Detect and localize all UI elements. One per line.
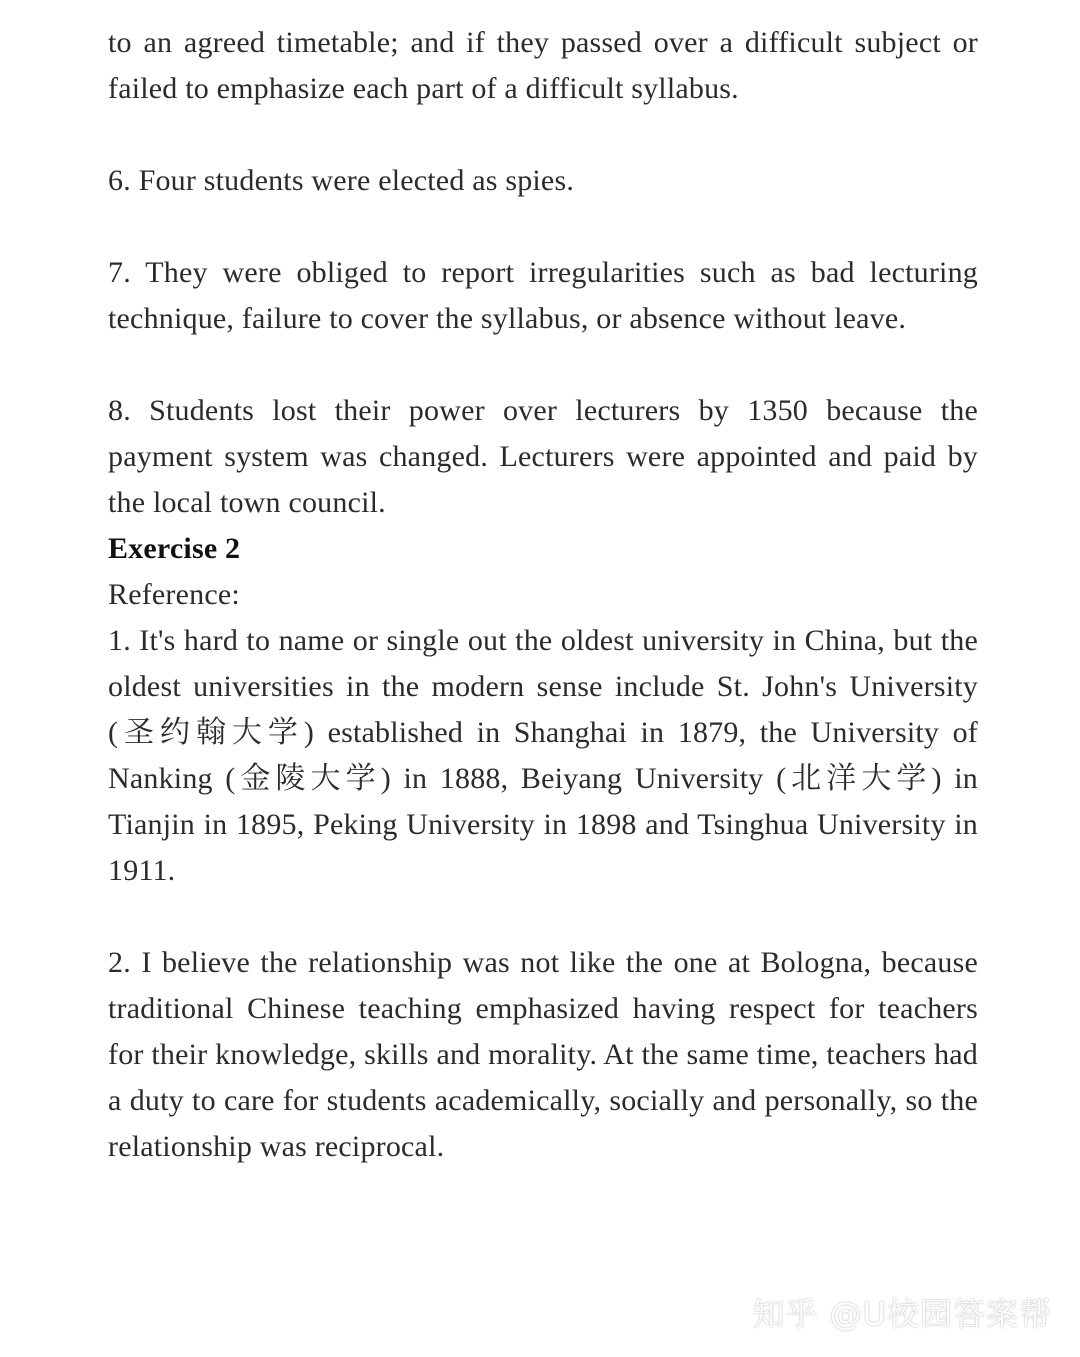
paragraph-7: 7. They were obliged to report irregularities such as bad lecturing technique, failure to cover the syllabus, or absence without leave.	[108, 256, 978, 335]
answer-2: 2. I believe the relationship was not like the one at Bologna, because traditional Chinese teaching emphasized having respect for teachers for their knowledge, skills and morality. At the same time, teachers had a duty to care for students academically, socially and personally, so the relationship was reciprocal.	[108, 946, 978, 1163]
reference-label: Reference:	[108, 578, 240, 611]
answer-1: 1. It's hard to name or single out the oldest university in China, but the oldest universities in the modern sense include St. John's University (圣约翰大学) established in Shanghai in 1879, the University of Nanking (金陵大学) in 1888, Beiyang University (北洋大学) in Tianjin in 1895, Peking University in 1898 and Tsinghua University in 1911.	[108, 624, 978, 887]
paragraph-6: 6. Four students were elected as spies.	[108, 164, 575, 197]
exercise-2-heading: Exercise 2	[108, 532, 241, 565]
paragraph-5-continuation: to an agreed timetable; and if they passed over a difficult subject or failed to emphasize each part of a difficult syllabus.	[108, 26, 978, 105]
zhihu-watermark: 知乎 @U校园答案帮	[752, 1295, 1052, 1333]
text-column	[108, 20, 978, 1170]
paragraph-8: 8. Students lost their power over lecturers by 1350 because the payment system was changed. Lecturers were appointed and paid by the local town council.	[108, 394, 978, 519]
